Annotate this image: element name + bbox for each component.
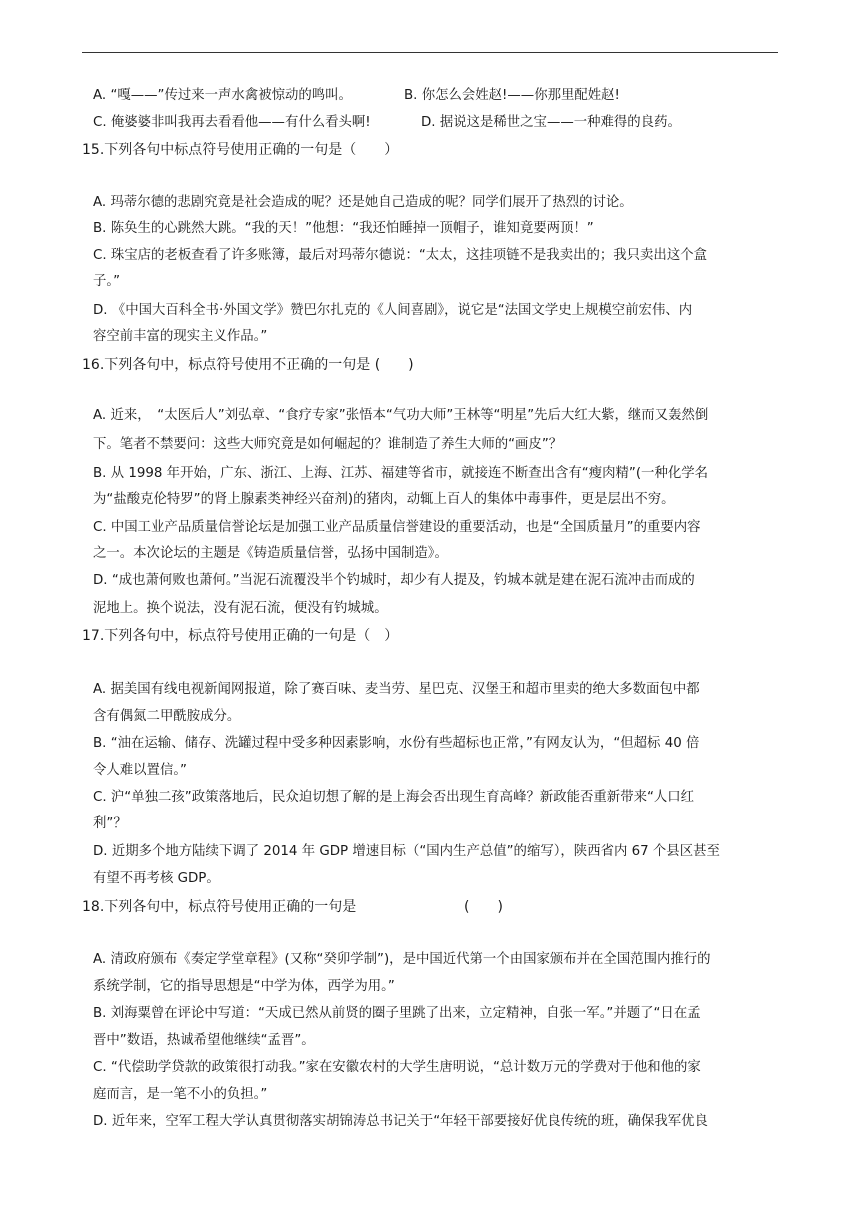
q14-option-a: A. “嘎——”传过来一声水禽被惊动的鸣叫。 <box>93 88 352 103</box>
q18-option-c-cont: 庭而言，是一笔不小的负担。” <box>93 1087 268 1102</box>
q18-option-b: B. 刘海粟曾在评论中写道：“天成已然从前贤的圈子里跳了出来，立定精神，自张一军。”并题了“日在孟 <box>93 1006 701 1021</box>
q16-option-d-cont: 泥地上。换个说法，没有泥石流，便没有钓城城。 <box>93 601 388 616</box>
q17-option-a: A. 据美国有线电视新闻网报道，除了赛百味、麦当劳、星巴克、汉堡王和超市里卖的绝大多数面包中都 <box>93 682 700 697</box>
q18-stem: 18.下列各句中，标点符号使用正确的一句是 <box>82 899 357 915</box>
q16-option-b: B. 从 1998 年开始，广东、浙江、上海、江苏、福建等省市，就接连不断查出含有“瘦肉精”(一种化学名 <box>93 466 709 481</box>
q15-option-a: A. 玛蒂尔德的悲剧究竟是社会造成的呢？还是她自己造成的呢？同学们展开了热烈的讨论。 <box>93 195 633 210</box>
q15-option-d: D. 《中国大百科全书·外国文学》赞巴尔扎克的《人间喜剧》，说它是“法国文学史上规模空前宏伟、内 <box>93 303 693 318</box>
q16-option-a: A. 近来， “太医后人”刘弘章、“食疗专家”张悟本“气功大师”王林等“明星”先后大红大紫，继而又轰然倒 <box>93 408 709 423</box>
q17-stem: 17.下列各句中，标点符号使用正确的一句是（ ） <box>82 628 399 644</box>
q18-option-a: A. 清政府颁布《奏定学堂章程》(又称“癸卯学制”)，是中国近代第一个由国家颁布并在全国范围内推行的 <box>93 952 711 967</box>
q14-option-d: D. 据说这是稀世之宝——一种难得的良药。 <box>421 115 681 130</box>
q18-option-b-cont: 晋中”数语，热诚希望他继续“孟晋”。 <box>93 1033 315 1048</box>
q17-option-a-cont: 含有偶氮二甲酰胺成分。 <box>93 709 241 724</box>
q16-option-c-cont: 之一。本次论坛的主题是《铸造质量信誉，弘扬中国制造》。 <box>93 546 448 561</box>
q18-option-a-cont: 系统学制，它的指导思想是“中学为体，西学为用。” <box>93 979 395 994</box>
q16-option-c: C. 中国工业产品质量信誉论坛是加强工业产品质量信誉建设的重要活动，也是“全国质量月”的重要内容 <box>93 520 701 535</box>
q17-option-b: B. “油在运输、储存、洗罐过程中受多种因素影响，水份有些超标也正常，”有网友认为，“但超标 40 倍 <box>93 736 700 751</box>
q17-option-d: D. 近期多个地方陆续下调了 2014 年 GDP 增速目标（“国内生产总值”的缩写），陕西省内 67 个县区甚至 <box>93 844 720 859</box>
q18-answer-paren: ( ) <box>464 899 503 915</box>
q14-option-b: B. 你怎么会姓赵!——你那里配姓赵! <box>404 88 620 103</box>
q15-option-b: B. 陈奂生的心跳然大跳。“我的天！”他想：“我还怕睡掉一顶帽子，谁知竟要两顶！” <box>93 221 594 236</box>
q16-option-a-cont: 下。笔者不禁要问：这些大师究竟是如何崛起的？谁制造了养生大师的“画皮”？ <box>93 437 563 452</box>
q15-option-d-cont: 容空前丰富的现实主义作品。” <box>93 329 268 344</box>
q15-option-c-cont: 子。” <box>93 274 121 289</box>
q16-option-d: D. “成也萧何败也萧何。”当泥石流覆没半个钓城时，却少有人提及，钓城本就是建在泥石流冲击而成的 <box>93 573 695 588</box>
q15-stem: 15.下列各句中标点符号使用正确的一句是（ ） <box>82 142 399 158</box>
q17-option-b-cont: 令人难以置信。” <box>93 763 187 778</box>
q15-option-c: C. 珠宝店的老板查看了许多账簿，最后对玛蒂尔德说：“太太，这挂项链不是我卖出的；我只卖出这个盒 <box>93 248 707 263</box>
q17-option-d-cont: 有望不再考核 GDP。 <box>93 871 220 886</box>
q18-option-d: D. 近年来，空军工程大学认真贯彻落实胡锦涛总书记关于“年轻干部要接好优良传统的班，确保我军优良 <box>93 1114 708 1129</box>
q17-option-c: C. 沪“单独二孩”政策落地后，民众迫切想了解的是上海会否出现生育高峰？新政能否重新带来“人口红 <box>93 790 695 805</box>
q17-option-c-cont: 利”？ <box>93 816 127 831</box>
header-rule <box>82 52 778 53</box>
q16-option-b-cont: 为“盐酸克伦特罗”的肾上腺素类神经兴奋剂)的猪肉，动辄上百人的集体中毒事件，更是层出不穷。 <box>93 492 675 507</box>
q14-option-c: C. 俺婆婆非叫我再去看看他——有什么看头啊! <box>93 115 371 130</box>
q18-option-c: C. “代偿助学贷款的政策很打动我。”家在安徽农村的大学生唐明说，“总计数万元的学费对于他和他的家 <box>93 1060 701 1075</box>
q16-stem: 16.下列各句中，标点符号使用不正确的一句是 ( ) <box>82 357 414 373</box>
